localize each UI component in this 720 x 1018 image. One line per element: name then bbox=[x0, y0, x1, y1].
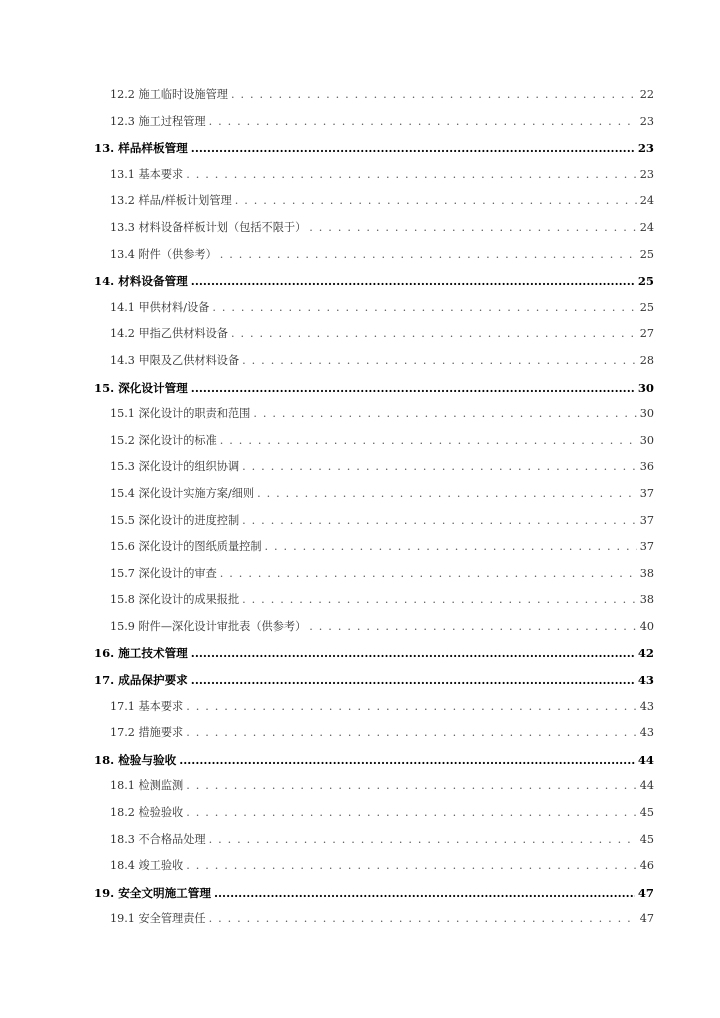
table-of-contents bbox=[94, 82, 654, 933]
toc-page-number: 30 bbox=[637, 380, 654, 395]
toc-dot-leader bbox=[257, 481, 637, 508]
toc-section-entry[interactable] bbox=[94, 827, 654, 854]
toc-dot-leader bbox=[191, 135, 635, 162]
toc-dot-leader bbox=[191, 667, 635, 694]
toc-page-number: 37 bbox=[639, 486, 654, 500]
toc-dot-leader bbox=[220, 242, 637, 269]
toc-entry-title: 13. 样品样板管理 bbox=[94, 141, 188, 156]
toc-section-entry[interactable] bbox=[94, 694, 654, 721]
toc-entry-title: 14.2 甲指乙供材料设备 bbox=[110, 327, 228, 341]
toc-page-number: 23 bbox=[639, 114, 654, 128]
toc-entry-title: 15.6 深化设计的图纸质量控制 bbox=[110, 540, 262, 554]
toc-dot-leader bbox=[209, 906, 637, 933]
toc-dot-leader bbox=[186, 720, 637, 747]
toc-entry-title: 13.1 基本要求 bbox=[110, 167, 184, 181]
toc-section-entry[interactable] bbox=[94, 720, 654, 747]
toc-section-entry[interactable] bbox=[94, 800, 654, 827]
toc-dot-leader bbox=[179, 747, 635, 774]
toc-dot-leader bbox=[231, 82, 637, 109]
toc-section-entry[interactable] bbox=[94, 587, 654, 614]
toc-chapter-entry[interactable] bbox=[94, 667, 654, 694]
toc-dot-leader bbox=[220, 561, 637, 588]
toc-chapter-entry[interactable] bbox=[94, 375, 654, 402]
toc-dot-leader bbox=[191, 268, 635, 295]
toc-section-entry[interactable] bbox=[94, 295, 654, 322]
toc-page-number: 37 bbox=[639, 540, 654, 554]
toc-entry-title: 19.1 安全管理责任 bbox=[110, 912, 206, 926]
toc-entry-title: 18.2 检验验收 bbox=[110, 806, 184, 820]
toc-dot-leader bbox=[265, 534, 637, 561]
toc-entry-title: 17.1 基本要求 bbox=[110, 699, 184, 713]
toc-page-number: 47 bbox=[639, 912, 654, 926]
toc-entry-title: 13.2 样品/样板计划管理 bbox=[110, 194, 232, 208]
toc-entry-title: 18.3 不合格品处理 bbox=[110, 832, 206, 846]
toc-page-number: 37 bbox=[639, 513, 654, 527]
toc-entry-title: 15.8 深化设计的成果报批 bbox=[110, 593, 240, 607]
toc-entry-title: 12.2 施工临时设施管理 bbox=[110, 88, 228, 101]
toc-page-number: 38 bbox=[639, 566, 654, 580]
toc-entry-title: 13.3 材料设备样板计划（包括不限于） bbox=[110, 220, 307, 234]
toc-dot-leader bbox=[186, 162, 637, 189]
toc-page-number: 45 bbox=[639, 806, 654, 820]
toc-section-entry[interactable] bbox=[94, 348, 654, 375]
toc-section-entry[interactable] bbox=[94, 242, 654, 269]
toc-entry-title: 14. 材料设备管理 bbox=[94, 274, 188, 289]
toc-dot-leader bbox=[242, 454, 637, 481]
toc-dot-leader bbox=[242, 587, 637, 614]
toc-dot-leader bbox=[191, 375, 635, 402]
toc-entry-title: 14.1 甲供材料/设备 bbox=[110, 300, 210, 314]
toc-entry-title: 15.1 深化设计的职责和范围 bbox=[110, 407, 251, 421]
toc-entry-title: 15.7 深化设计的审查 bbox=[110, 566, 217, 580]
toc-entry-title: 16. 施工技术管理 bbox=[94, 646, 188, 661]
toc-section-entry[interactable] bbox=[94, 428, 654, 455]
toc-entry-title: 15.9 附件—深化设计审批表（供参考） bbox=[110, 619, 307, 633]
toc-section-entry[interactable] bbox=[94, 508, 654, 535]
toc-section-entry[interactable] bbox=[94, 454, 654, 481]
toc-dot-leader bbox=[186, 694, 637, 721]
toc-page-number: 25 bbox=[639, 300, 654, 314]
toc-page-number: 44 bbox=[639, 779, 654, 793]
toc-section-entry[interactable] bbox=[94, 534, 654, 561]
toc-section-entry[interactable] bbox=[94, 561, 654, 588]
toc-section-entry[interactable] bbox=[94, 82, 654, 109]
toc-page-number: 22 bbox=[639, 88, 654, 101]
toc-page-number: 30 bbox=[639, 433, 654, 447]
toc-page-number: 46 bbox=[639, 859, 654, 873]
toc-section-entry[interactable] bbox=[94, 906, 654, 933]
toc-entry-title: 18.4 竣工验收 bbox=[110, 859, 184, 873]
toc-entry-title: 15.2 深化设计的标准 bbox=[110, 433, 217, 447]
toc-page-number: 24 bbox=[639, 220, 654, 234]
toc-chapter-entry[interactable] bbox=[94, 640, 654, 667]
toc-page-number: 43 bbox=[639, 699, 654, 713]
toc-chapter-entry[interactable] bbox=[94, 880, 654, 907]
toc-page-number: 27 bbox=[639, 327, 654, 341]
toc-entry-title: 18.1 检测监测 bbox=[110, 779, 184, 793]
toc-page-number: 28 bbox=[639, 353, 654, 367]
toc-dot-leader bbox=[309, 614, 636, 641]
toc-section-entry[interactable] bbox=[94, 162, 654, 189]
toc-dot-leader bbox=[231, 321, 637, 348]
toc-dot-leader bbox=[220, 428, 637, 455]
toc-dot-leader bbox=[212, 295, 636, 322]
toc-page-number: 42 bbox=[637, 646, 654, 661]
toc-page-number: 45 bbox=[639, 832, 654, 846]
toc-page-number: 36 bbox=[639, 460, 654, 474]
toc-section-entry[interactable] bbox=[94, 109, 654, 136]
toc-dot-leader bbox=[309, 215, 636, 242]
toc-section-entry[interactable] bbox=[94, 853, 654, 880]
toc-page-number: 23 bbox=[639, 167, 654, 181]
toc-dot-leader bbox=[235, 188, 637, 215]
toc-entry-title: 17.2 措施要求 bbox=[110, 726, 184, 740]
toc-page-number: 30 bbox=[639, 407, 654, 421]
toc-entry-title: 15.4 深化设计实施方案/细则 bbox=[110, 486, 255, 500]
toc-page-number: 40 bbox=[639, 619, 654, 633]
toc-entry-title: 15. 深化设计管理 bbox=[94, 380, 188, 395]
toc-entry-title: 13.4 附件（供参考） bbox=[110, 247, 217, 261]
toc-section-entry[interactable] bbox=[94, 401, 654, 428]
toc-dot-leader bbox=[253, 401, 636, 428]
toc-dot-leader bbox=[186, 773, 637, 800]
toc-dot-leader bbox=[214, 880, 635, 907]
toc-dot-leader bbox=[242, 508, 637, 535]
toc-page-number: 44 bbox=[637, 752, 654, 767]
toc-page-number: 47 bbox=[637, 885, 654, 900]
toc-dot-leader bbox=[191, 640, 635, 667]
toc-page-number: 38 bbox=[639, 593, 654, 607]
toc-dot-leader bbox=[209, 109, 637, 136]
toc-chapter-entry[interactable] bbox=[94, 135, 654, 162]
toc-page-number: 24 bbox=[639, 194, 654, 208]
toc-entry-title: 15.5 深化设计的进度控制 bbox=[110, 513, 240, 527]
toc-section-entry[interactable] bbox=[94, 773, 654, 800]
toc-page-number: 25 bbox=[639, 247, 654, 261]
toc-dot-leader bbox=[186, 853, 637, 880]
toc-dot-leader bbox=[186, 800, 637, 827]
toc-section-entry[interactable] bbox=[94, 614, 654, 641]
toc-section-entry[interactable] bbox=[94, 188, 654, 215]
toc-entry-title: 17. 成品保护要求 bbox=[94, 673, 188, 688]
toc-entry-title: 15.3 深化设计的组织协调 bbox=[110, 460, 240, 474]
toc-entry-title: 12.3 施工过程管理 bbox=[110, 114, 206, 128]
toc-page-number: 43 bbox=[639, 726, 654, 740]
toc-entry-title: 14.3 甲限及乙供材料设备 bbox=[110, 353, 240, 367]
toc-section-entry[interactable] bbox=[94, 481, 654, 508]
toc-entry-title: 18. 检验与验收 bbox=[94, 752, 177, 767]
toc-dot-leader bbox=[242, 348, 637, 375]
toc-section-entry[interactable] bbox=[94, 321, 654, 348]
toc-chapter-entry[interactable] bbox=[94, 747, 654, 774]
toc-entry-title: 19. 安全文明施工管理 bbox=[94, 885, 211, 900]
toc-dot-leader bbox=[209, 827, 637, 854]
toc-section-entry[interactable] bbox=[94, 215, 654, 242]
toc-page-number: 43 bbox=[637, 673, 654, 688]
toc-page-number: 25 bbox=[637, 274, 654, 289]
toc-chapter-entry[interactable] bbox=[94, 268, 654, 295]
toc-page-number: 23 bbox=[637, 141, 654, 156]
